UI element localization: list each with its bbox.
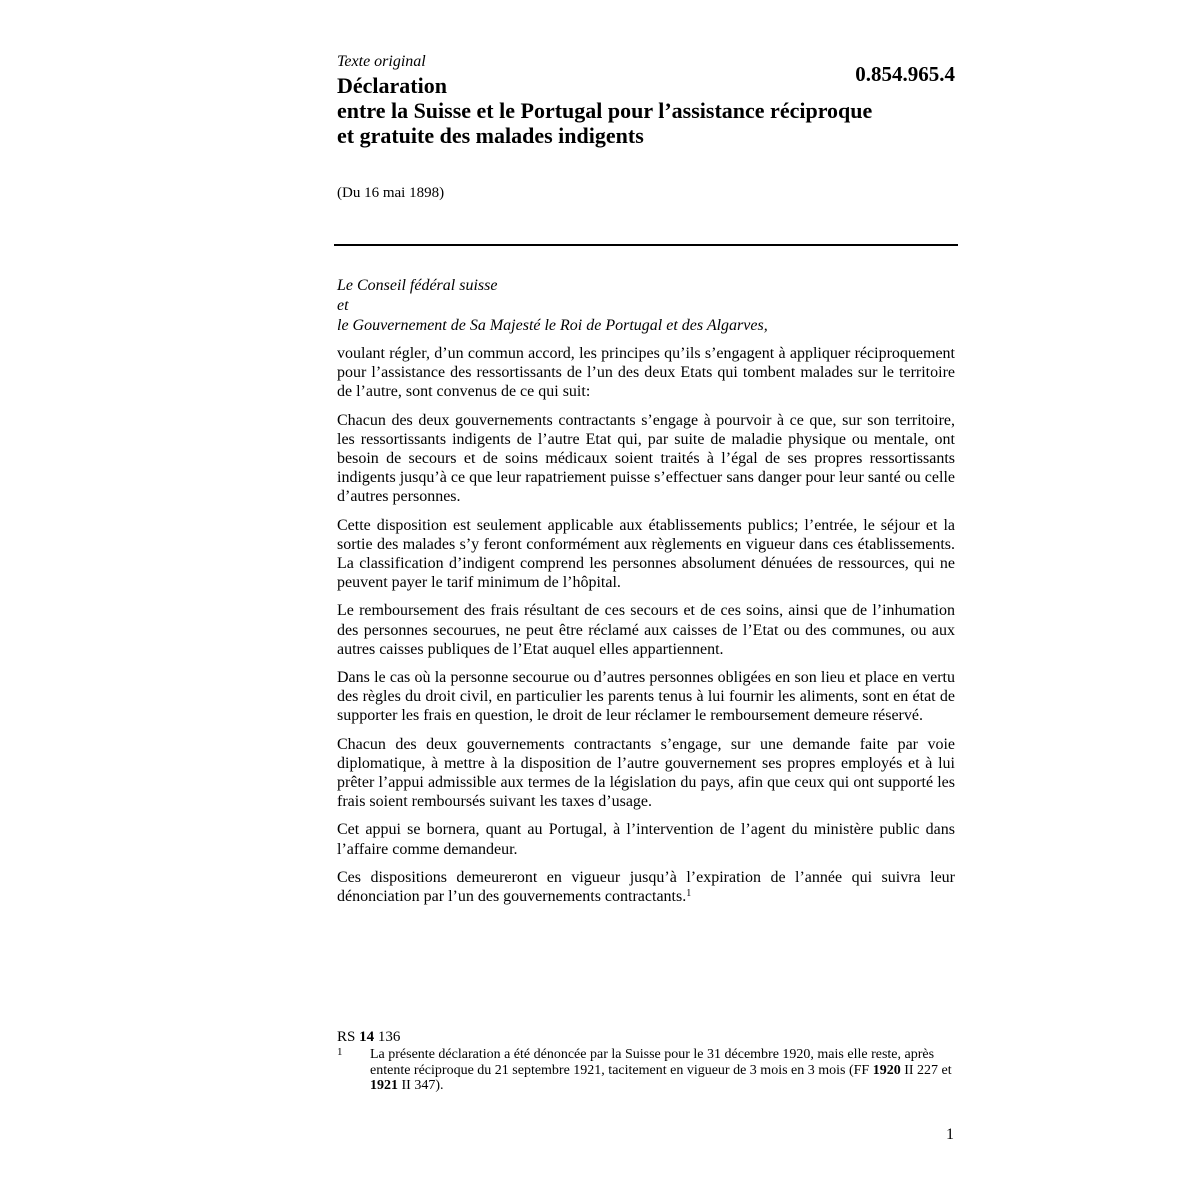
party-line: Le Conseil fédéral suisse bbox=[337, 277, 498, 294]
body-paragraph: Cette disposition est seulement applicable aux établissements publics; l’entrée, le séjour et la sortie des malades s’y feront conformément aux règlements en vigueur dans ces établissements. La classification d’indigent comprend les personnes absolument dénuées de ressources, qui ne peuvent payer le tarif minimum de l’hôpital. bbox=[337, 516, 955, 592]
document-date: (Du 16 mai 1898) bbox=[337, 185, 445, 201]
ff-year: 1920 bbox=[872, 1062, 901, 1078]
body-paragraph: Le remboursement des frais résultant de ces secours et de ces soins, ainsi que de l’inhumation des personnes secourues, ne peut être réclamé aux caisses de l’Etat ou des communes, ou aux autres caisses publiques de l’Etat auquel elles appartiennent. bbox=[337, 602, 955, 658]
party-line: et bbox=[337, 297, 349, 314]
ff-year: 1921 bbox=[370, 1078, 398, 1093]
body-paragraph: Chacun des deux gouvernements contractants s’engage à pourvoir à ce que, sur son territoire, les ressortissants indigents de l’autre Etat qui, par suite de maladie physique ou mentale, ont besoin de secours et de soins médicaux soient traités à l’égal de ses propres ressortissants indigents jusqu’à ce que leur rapatriement puisse s’effectuer sans danger pour leur santé ou celle d’autres personnes. bbox=[337, 411, 955, 506]
party-line: le Gouvernement de Sa Majesté le Roi de Portugal et des Algarves, bbox=[337, 317, 768, 334]
body-paragraph-last bbox=[337, 868, 955, 906]
body-paragraph: Cet appui se bornera, quant au Portugal, à l’intervention de l’agent du ministère public dans l’affaire comme demandeur. bbox=[337, 821, 955, 858]
footnote-mark: 1 bbox=[337, 1046, 343, 1058]
title-line: entre la Suisse et le Portugal pour l’assistance réciproque bbox=[337, 98, 873, 123]
page-number: 1 bbox=[946, 1126, 954, 1143]
footnote-text bbox=[370, 1047, 955, 1094]
footnote-text-part: La présente déclaration a été dénoncée par la Suisse pour le 31 décembre 1920, mais elle reste, après entente réciproque du 21 septembre 1921, tacitement en vigueur de 3 mois en 3 mois (FF bbox=[370, 1047, 935, 1078]
last-paragraph-text: Ces dispositions demeureront en vigueur jusqu’à l’expiration de l’année qui suivra leur dénonciation par l’un des gouvernements contractants. bbox=[337, 868, 955, 906]
body-paragraph: Chacun des deux gouvernements contractants s’engage, sur une demande faite par voie diplomatique, à mettre à la disposition de l’autre gouvernement ses propres employés et à lui prêter l’appui admissible aux termes de la législation du pays, afin que ceux qui ont supporté les frais soient remboursés suivant les taxes d’usage. bbox=[337, 735, 955, 811]
contracting-parties bbox=[337, 276, 768, 336]
body-paragraph: Dans le cas où la personne secourue ou d’autres personnes obligées en son lieu et place en vertu des règles du droit civil, en particulier les parents tenus à lui fournir les aliments, sont en état de supporter les frais en question, le droit de leur réclamer le remboursement demeure réservé. bbox=[337, 669, 955, 725]
declaration-body bbox=[337, 344, 955, 915]
footnote-text-part: II 227 et bbox=[904, 1062, 952, 1078]
header-divider bbox=[334, 244, 958, 246]
footnote-text-part: II 347). bbox=[401, 1078, 444, 1093]
document-reference-number: 0.854.965.4 bbox=[855, 62, 955, 86]
title-line: Déclaration bbox=[337, 73, 447, 98]
rs-volume: 14 bbox=[359, 1029, 375, 1045]
title-line: et gratuite des malades indigents bbox=[337, 123, 644, 148]
rs-prefix: RS bbox=[337, 1029, 356, 1045]
document-title bbox=[337, 73, 957, 148]
original-text-label: Texte original bbox=[337, 53, 426, 70]
footnote-reference[interactable]: 1 bbox=[686, 888, 692, 900]
rs-page: 136 bbox=[377, 1029, 401, 1045]
rs-citation bbox=[337, 1028, 400, 1046]
footnote bbox=[337, 1047, 955, 1094]
body-paragraph: voulant régler, d’un commun accord, les principes qu’ils s’engagent à appliquer réciproquement pour l’assistance des ressortissants de l’un des deux Etats qui tombent malades sur le territoire de l’autre, sont convenus de ce qui suit: bbox=[337, 345, 955, 401]
